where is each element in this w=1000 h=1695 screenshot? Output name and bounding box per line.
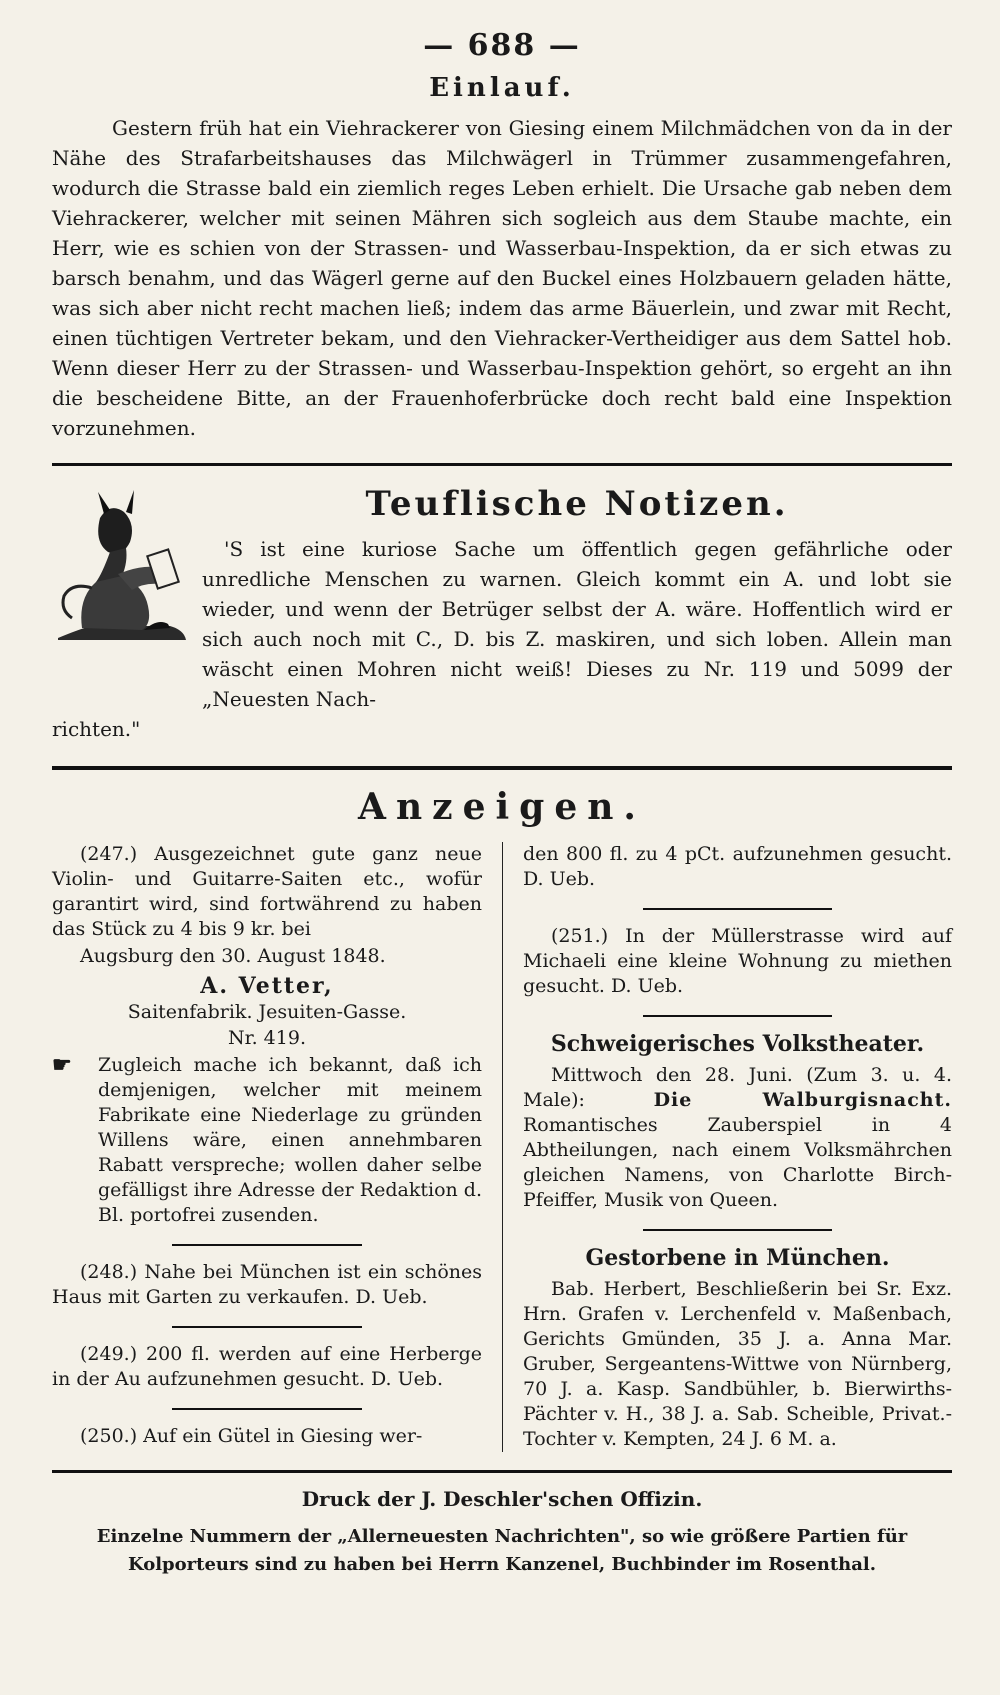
- theater-text: [523, 1063, 952, 1213]
- einlauf-section: [52, 73, 952, 443]
- devil-writing-illustration: [52, 478, 190, 646]
- ad-247-address: Saitenfabrik. Jesuiten-Gasse.: [127, 1001, 407, 1023]
- left-column: [52, 842, 502, 1452]
- advertisement-columns: [52, 842, 952, 1452]
- footer-divider: [52, 1470, 952, 1473]
- ad-divider: [172, 1408, 361, 1410]
- ad-247-place: Augsburg den 30. August 1848.: [80, 945, 386, 967]
- distribution-note: Einzelne Nummern der „Allerneuesten Nachrichten", so wie größere Partien für Kolporteurs sind zu haben bei Herrn Kanzenel, Buchbinder im Rosenthal.: [96, 1526, 908, 1575]
- section-divider: [52, 463, 952, 466]
- ad-250-continued: den 800 fl. zu 4 pCt. aufzunehmen gesucht. D. Ueb.: [523, 843, 952, 890]
- teufel-title: Teuflische Notizen.: [365, 484, 789, 524]
- ad-divider: [643, 1229, 832, 1231]
- teufel-text: 'S ist eine kuriose Sache um öffentlich gegen gefährliche oder unredliche Menschen zu warnen. Gleich kommt ein A. und lobt sie wieder, und wenn der Betrüger selbst der A. wäre. Hoffentlich wird er sich auch noch mit C., D. bis Z. maskiren, und sich loben. Allein man wäscht einen Mohren nicht weiß! Dieses zu Nr. 119 und 5099 der „Neuesten Nach-: [202, 537, 952, 711]
- page-number: — 688 —: [423, 28, 581, 63]
- teufel-text-tail: richten.": [52, 717, 141, 741]
- ad-divider: [643, 908, 832, 910]
- ad-247: [52, 842, 482, 1228]
- theater-title: Schweigerisches Volkstheater.: [550, 1031, 925, 1057]
- anzeigen-title: Anzeigen.: [358, 786, 646, 828]
- ad-247-name: A. Vetter,: [200, 973, 334, 999]
- ad-divider: [172, 1326, 361, 1328]
- ad-247-text: (247.) Ausgezeichnet gute ganz neue Violin- und Guitarre-Saiten etc., wofür garantirt wird, sind fortwährend zu haben das Stück zu 4 bis 9 kr. bei: [52, 843, 482, 940]
- deaths-title: Gestorbene in München.: [585, 1245, 890, 1271]
- ad-250: (250.) Auf ein Gütel in Giesing wer-: [80, 1425, 423, 1447]
- deaths-text: Bab. Herbert, Beschließerin bei Sr. Exz. Hrn. Grafen v. Lerchenfeld v. Maßenbach, Gerichts Gmünden, 35 J. a. Anna Mar. Gruber, Sergeantens-Wittwe von Nürnberg, 70 J. a. Kasp. Sandbühler, b. Bierwirths-Pächter v. H., 38 J. a. Sab. Scheible, Privat.-Tochter v. Kempten, 24 J. 6 M. a.: [523, 1278, 952, 1450]
- ad-divider: [172, 1244, 361, 1246]
- ad-247-number: Nr. 419.: [227, 1027, 306, 1049]
- ad-251: (251.) In der Müllerstrasse wird auf Michaeli eine kleine Wohnung zu miethen gesucht. D. Ueb.: [523, 925, 952, 997]
- theater-description: Romantisches Zauberspiel in 4 Abtheilungen, nach einem Volksmährchen gleichen Namens, von Charlotte Birch-Pfeiffer, Musik von Queen.: [523, 1114, 952, 1211]
- section-divider: [52, 766, 952, 770]
- ad-247-note-text: Zugleich mache ich bekannt, daß ich demjenigen, welcher mit meinem Fabrikate eine Niederlage zu gründen Willens wäre, einen annehmbaren Rabatt verspreche; wollen daher selbe gefälligst ihre Adresse der Redaktion d. Bl. portofrei zusenden.: [98, 1054, 482, 1226]
- printer-imprint: Druck der J. Deschler'schen Offizin.: [301, 1487, 703, 1511]
- ad-247-note: [52, 1053, 482, 1228]
- teufel-section: [52, 484, 952, 744]
- right-column: [502, 842, 952, 1452]
- ad-249: (249.) 200 fl. werden auf eine Herberge in der Au aufzunehmen gesucht. D. Ueb.: [52, 1343, 482, 1390]
- ad-248: (248.) Nahe bei München ist ein schönes Haus mit Garten zu verkaufen. D. Ueb.: [52, 1261, 482, 1308]
- pointing-hand-icon: ☛: [52, 1052, 72, 1078]
- theater-play-title: Die Walburgisnacht.: [653, 1089, 953, 1111]
- theater-date: Mittwoch den 28. Juni. (Zum 3. u. 4. Male):: [523, 1064, 952, 1111]
- einlauf-text: Gestern früh hat ein Viehrackerer von Giesing einem Milchmädchen von da in der Nähe des Strafarbeitshauses das Milchwägerl in Trümmer zusammengefahren, wodurch die Strasse bald ein ziemlich reges Leben erhielt. Die Ursache gab neben dem Viehrackerer, welcher mit seinen Mähren sich sogleich aus dem Staube machte, ein Herr, wie es schien von der Strassen- und Wasserbau-Inspektion, da er sich etwas zu barsch benahm, und das Wägerl gerne auf den Buckel eines Holzbauern geladen hätte, was sich aber nicht recht machen ließ; indem das arme Bäuerlein, und zwar mit Recht, einen tüchtigen Vertreter bekam, und den Viehracker-Vertheidiger aus dem Sattel hob. Wenn dieser Herr zu der Strassen- und Wasserbau-Inspektion gehört, so ergeht an ihn die bescheidene Bitte, an der Frauenhoferbrücke doch recht bald eine Inspektion vorzunehmen.: [52, 116, 952, 440]
- einlauf-title: Einlauf.: [429, 73, 575, 103]
- ad-divider: [643, 1015, 832, 1017]
